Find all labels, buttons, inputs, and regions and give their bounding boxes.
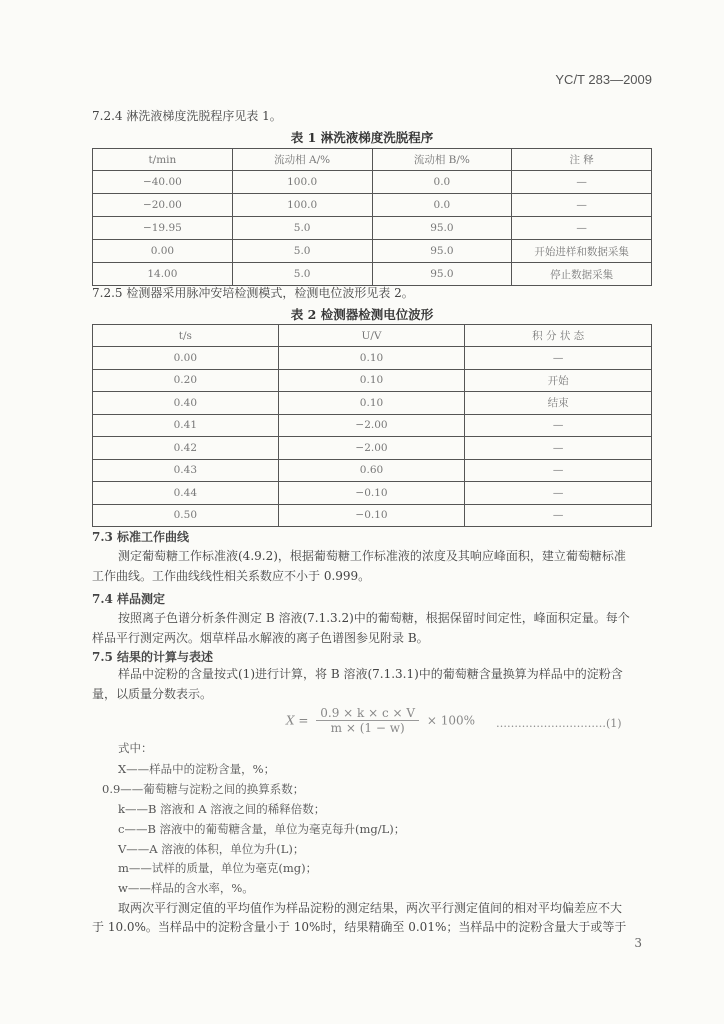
table2-cell: 0.10: [278, 392, 465, 415]
formula-numerator: 0.9 × k × c × V: [316, 706, 419, 721]
table-1-header: 注 释: [512, 149, 652, 171]
table2-cell: —: [465, 482, 652, 505]
table-2: [92, 324, 652, 527]
table2-cell: —: [465, 437, 652, 460]
table2-cell: 0.50: [93, 504, 279, 527]
table1-cell: 100.0: [232, 194, 372, 217]
table-2-header: t/s: [93, 325, 279, 347]
where-intro: 式中：: [118, 741, 153, 755]
table-1: [92, 148, 652, 286]
table2-row: [93, 504, 652, 527]
para-7-4-line-2: 样品平行测定两次。烟草样品水解液的离子色谱图参见附录 B。: [92, 631, 429, 645]
table2-cell: —: [465, 347, 652, 370]
table2-cell: —: [465, 504, 652, 527]
table2-cell: 0.00: [93, 347, 279, 370]
definition-item: k——B 溶液和 A 溶液之间的稀释倍数；: [118, 802, 326, 816]
table2-cell: 0.42: [93, 437, 279, 460]
table-1-header: 流动相 B/%: [372, 149, 512, 171]
definition-item: m——试样的质量，单位为毫克(mg)；: [118, 861, 318, 875]
table2-row: [93, 347, 652, 370]
para-7-4-line-1: 按照离子色谱分析条件测定 B 溶液(7.1.3.2)中的葡萄糖，根据保留时间定性，峰面积定量。每个: [118, 611, 630, 625]
table2-cell: 开始: [465, 369, 652, 392]
table2-cell: 0.20: [93, 369, 279, 392]
formula-rhs: × 100%: [426, 713, 476, 728]
table2-cell: −2.00: [278, 437, 465, 460]
table1-cell: 95.0: [372, 263, 512, 286]
definition-item: 0.9——葡萄糖与淀粉之间的换算系数；: [102, 782, 305, 796]
table2-cell: 0.41: [93, 414, 279, 437]
table1-row: [93, 171, 652, 194]
para-7-5-line-1: 样品中淀粉的含量按式(1)进行计算，将 B 溶液(7.1.3.1)中的葡萄糖含量换算为样品中的淀粉含: [118, 667, 623, 681]
table-2-header: U/V: [278, 325, 465, 347]
table1-cell: —: [512, 194, 652, 217]
table1-row: [93, 217, 652, 240]
page-number: 3: [634, 936, 642, 950]
heading-7-3: 7.3 标准工作曲线: [92, 530, 190, 544]
heading-7-4: 7.4 样品测定: [92, 592, 166, 606]
formula-fraction: [316, 706, 419, 735]
table1-cell: 0.00: [93, 240, 233, 263]
table1-cell: 95.0: [372, 217, 512, 240]
table1-cell: 14.00: [93, 263, 233, 286]
table1-cell: −19.95: [93, 217, 233, 240]
table1-cell: 0.0: [372, 171, 512, 194]
table1-row: [93, 263, 652, 286]
formula-lhs: X =: [286, 713, 309, 728]
table2-cell: −0.10: [278, 482, 465, 505]
table2-cell: —: [465, 459, 652, 482]
table1-cell: 0.0: [372, 194, 512, 217]
table2-cell: 结束: [465, 392, 652, 415]
table2-cell: 0.10: [278, 347, 465, 370]
table1-cell: 5.0: [232, 240, 372, 263]
definition-item: X——样品中的淀粉含量，%；: [118, 762, 276, 776]
table2-cell: 0.10: [278, 369, 465, 392]
table1-cell: 100.0: [232, 171, 372, 194]
table1-cell: —: [512, 171, 652, 194]
clause-7-2-5: 7.2.5 检测器采用脉冲安培检测模式，检测电位波形见表 2。: [92, 286, 414, 300]
table2-cell: −2.00: [278, 414, 465, 437]
table1-cell: 5.0: [232, 217, 372, 240]
table2-cell: 0.60: [278, 459, 465, 482]
table2-row: [93, 392, 652, 415]
definition-item: V——A 溶液的体积，单位为升(L)；: [118, 842, 305, 856]
closing-para-line-1: 取两次平行测定值的平均值作为样品淀粉的测定结果，两次平行测定值间的相对平均偏差应不大: [118, 901, 623, 915]
table2-row: [93, 437, 652, 460]
formula-denominator: m × (1 − w): [330, 721, 405, 735]
table1-cell: −20.00: [93, 194, 233, 217]
table1-cell: 95.0: [372, 240, 512, 263]
table2-row: [93, 414, 652, 437]
para-7-5-line-2: 量，以质量分数表示。: [92, 687, 213, 701]
formula-equation-number: …………………………(1): [496, 717, 622, 730]
table-1-title: 表 1 淋洗液梯度洗脱程序: [290, 130, 434, 145]
table2-cell: —: [465, 414, 652, 437]
formula-1: [286, 706, 475, 735]
table2-cell: 0.40: [93, 392, 279, 415]
definition-item: w——样品的含水率，%。: [118, 881, 254, 895]
table2-row: [93, 482, 652, 505]
table2-cell: 0.43: [93, 459, 279, 482]
table2-row: [93, 459, 652, 482]
table-2-title: 表 2 检测器检测电位波形: [290, 307, 434, 322]
table-1-header: t/min: [93, 149, 233, 171]
table1-cell: 开始进样和数据采集: [512, 240, 652, 263]
definition-item: c——B 溶液中的葡萄糖含量，单位为毫克每升(mg/L)；: [118, 822, 406, 836]
table1-cell: −40.00: [93, 171, 233, 194]
table2-row: [93, 369, 652, 392]
table1-cell: —: [512, 217, 652, 240]
standard-number: YC/T 283—2009: [555, 72, 652, 87]
table-2-header: 积 分 状 态: [465, 325, 652, 347]
closing-para-line-2: 于 10.0%。当样品中的淀粉含量小于 10%时，结果精确至 0.01%；当样品中的淀粉含量大于或等于: [92, 920, 627, 934]
table1-row: [93, 194, 652, 217]
clause-7-2-4: 7.2.4 淋洗液梯度洗脱程序见表 1。: [92, 109, 282, 123]
table2-cell: −0.10: [278, 504, 465, 527]
table1-cell: 5.0: [232, 263, 372, 286]
table1-cell: 停止数据采集: [512, 263, 652, 286]
para-7-3-line-1: 测定葡萄糖工作标准液(4.9.2)，根据葡萄糖工作标准液的浓度及其响应峰面积，建立葡萄糖标准: [118, 549, 626, 563]
table-1-header: 流动相 A/%: [232, 149, 372, 171]
table2-cell: 0.44: [93, 482, 279, 505]
heading-7-5: 7.5 结果的计算与表述: [92, 650, 214, 664]
para-7-3-line-2: 工作曲线。工作曲线线性相关系数应不小于 0.999。: [92, 569, 371, 583]
table1-row: [93, 240, 652, 263]
